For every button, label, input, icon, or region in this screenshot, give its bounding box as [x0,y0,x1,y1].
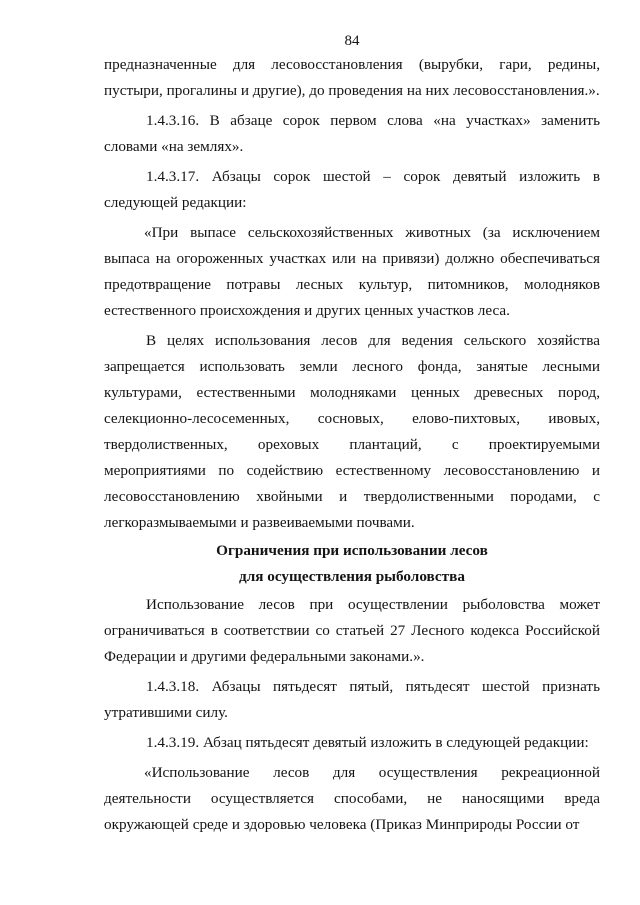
document-page [104,30,600,838]
paragraph-1-4-3-16: 1.4.3.16. В абзаце сорок первом слова «на участках» заменить словами «на землях». [104,112,600,155]
paragraph-fishing: Использование лесов при осуществлении рыболовства может ограничиваться в соответствии со статьей 27 Лесного кодекса Российской Федерации и другими федеральными законами.». [104,596,600,665]
section-heading-line-2: для осуществления рыболовства [239,568,465,585]
paragraph-agriculture: В целях использования лесов для ведения сельского хозяйства запрещается использовать земли лесного фонда, занятые лесными культурами, естественными молодняками ценных древесных пород, селекционно-лесосеменных, сосновых, елово-пихтовых, ивовых, твердолиственных, ореховых плантаций, с проектируемыми мероприятиями по содействию естественному лесовосстановлению и лесовосстановлению хвойными и твердолиственными породами, с легкоразмываемыми и развеиваемыми почвами. [104,332,600,531]
section-heading [104,538,600,590]
section-heading-line-1: Ограничения при использовании лесов [216,542,488,559]
page-number: 84 [344,33,360,49]
paragraph-continuation: предназначенные для лесовосстановления (вырубки, гари, редины, пустыри, прогалины и другие), до проведения на них лесовосстановления.». [104,56,600,99]
paragraph-1-4-3-19: 1.4.3.19. Абзац пятьдесят девятый изложить в следующей редакции: [146,734,589,751]
paragraph-1-4-3-18: 1.4.3.18. Абзацы пятьдесят пятый, пятьдесят шестой признать утратившими силу. [104,678,600,721]
paragraph-recreation: «Использование лесов для осуществления рекреационной деятельности осуществляется способами, не наносящими вреда окружающей среде и здоровью человека (Приказ Минприроды России от [104,764,600,833]
paragraph-grazing: «При выпасе сельскохозяйственных животных (за исключением выпаса на огороженных участках или на привязи) должно обеспечиваться предотвращение потравы лесных культур, питомников, молодняков естественного происхождения и других ценных участков леса. [104,224,600,319]
paragraph-1-4-3-17: 1.4.3.17. Абзацы сорок шестой – сорок девятый изложить в следующей редакции: [104,168,600,211]
